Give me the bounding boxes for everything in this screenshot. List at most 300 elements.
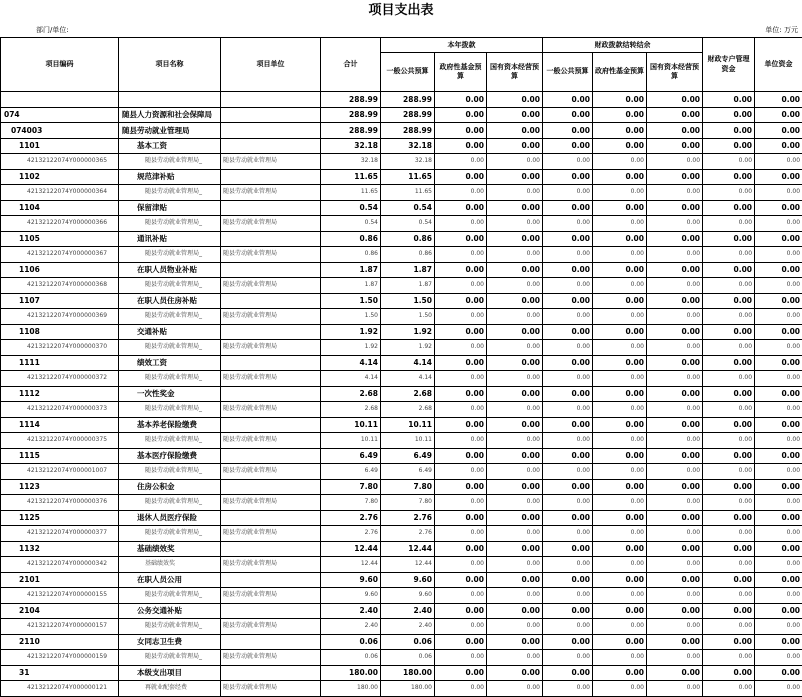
cell-amount: 0.00	[647, 231, 703, 247]
cell-amount: 0.00	[647, 603, 703, 619]
cell-amount: 4.14	[321, 355, 381, 371]
cell-amount: 0.00	[593, 123, 647, 139]
cell-amount: 0.00	[435, 650, 487, 666]
cell-amount: 0.00	[703, 340, 755, 356]
cell-amount: 9.60	[321, 588, 381, 604]
cell-amount: 0.00	[647, 634, 703, 650]
cell-amount: 0.00	[593, 417, 647, 433]
cell-amount: 0.00	[487, 200, 543, 216]
cell-amount: 0.86	[381, 247, 435, 263]
table-row	[1, 247, 802, 263]
cell-name: 随县劳动就业管理局_	[119, 309, 221, 325]
page-title: 项目支出表	[0, 0, 802, 22]
cell-name: 随县劳动就业管理局_	[119, 154, 221, 170]
header-current-year: 本年拨款	[381, 38, 543, 53]
cell-amount: 12.44	[381, 541, 435, 557]
cell-amount: 0.00	[703, 169, 755, 185]
cell-amount: 0.00	[703, 634, 755, 650]
cell-amount: 0.00	[647, 247, 703, 263]
cell-amount: 288.99	[381, 107, 435, 123]
cell-amount: 0.00	[755, 588, 802, 604]
cell-unit: 随县劳动就业管理局	[221, 681, 321, 697]
cell-code: 1132	[1, 541, 119, 557]
cell-unit: 随县劳动就业管理局	[221, 340, 321, 356]
cell-unit	[221, 572, 321, 588]
cell-name: 基本养老保险缴费	[119, 417, 221, 433]
cell-amount: 1.50	[321, 293, 381, 309]
cell-amount: 1.92	[381, 340, 435, 356]
cell-amount: 0.00	[755, 417, 802, 433]
table-row	[1, 278, 802, 294]
cell-name: 在职人员住房补贴	[119, 293, 221, 309]
cell-amount: 0.00	[703, 309, 755, 325]
cell-amount: 0.00	[487, 355, 543, 371]
table-row	[1, 371, 802, 387]
cell-amount: 0.00	[543, 231, 593, 247]
cell-unit	[221, 169, 321, 185]
cell-amount: 180.00	[381, 665, 435, 681]
cell-code: 1123	[1, 479, 119, 495]
cell-amount: 0.00	[755, 603, 802, 619]
cell-amount: 0.00	[593, 572, 647, 588]
cell-amount: 0.00	[543, 309, 593, 325]
table-row	[1, 417, 802, 433]
cell-amount: 0.00	[593, 371, 647, 387]
cell-unit	[221, 107, 321, 123]
cell-unit: 随县劳动就业管理局	[221, 495, 321, 511]
cell-amount: 1.92	[321, 324, 381, 340]
cell-amount: 0.00	[593, 262, 647, 278]
cell-amount: 0.00	[755, 448, 802, 464]
dept-label: 部门/单位:	[36, 24, 69, 36]
cell-unit	[221, 541, 321, 557]
cell-code	[1, 92, 119, 108]
cell-amount: 0.54	[381, 200, 435, 216]
cell-amount: 6.49	[381, 464, 435, 480]
cell-amount: 0.00	[435, 154, 487, 170]
cell-amount: 0.00	[435, 572, 487, 588]
cell-amount: 0.00	[543, 665, 593, 681]
cell-amount: 0.00	[755, 371, 802, 387]
cell-amount: 2.40	[321, 603, 381, 619]
cell-amount: 0.00	[755, 247, 802, 263]
cell-amount: 0.00	[487, 665, 543, 681]
cell-amount: 2.40	[381, 603, 435, 619]
cell-amount: 0.00	[593, 355, 647, 371]
cell-amount: 0.00	[593, 169, 647, 185]
cell-name	[119, 92, 221, 108]
cell-amount: 0.00	[755, 479, 802, 495]
header-general: 一般公共预算	[381, 53, 435, 92]
cell-amount: 0.06	[321, 634, 381, 650]
cell-code: 42132122074Y000000373	[1, 402, 119, 418]
cell-amount: 2.68	[381, 402, 435, 418]
cell-amount: 0.00	[543, 417, 593, 433]
cell-name: 随县劳动就业管理局_	[119, 650, 221, 666]
cell-amount: 0.00	[435, 665, 487, 681]
cell-amount: 0.00	[755, 495, 802, 511]
table-row	[1, 107, 802, 123]
cell-amount: 0.00	[435, 293, 487, 309]
cell-amount: 1.92	[321, 340, 381, 356]
cell-amount: 0.00	[647, 433, 703, 449]
cell-amount: 0.00	[703, 665, 755, 681]
cell-amount: 0.00	[593, 185, 647, 201]
table-row	[1, 433, 802, 449]
cell-amount: 1.87	[321, 278, 381, 294]
cell-amount: 0.00	[593, 665, 647, 681]
cell-amount: 0.00	[703, 588, 755, 604]
cell-name: 女同志卫生费	[119, 634, 221, 650]
cell-amount: 0.00	[703, 355, 755, 371]
cell-amount: 0.00	[435, 603, 487, 619]
cell-amount: 0.00	[647, 541, 703, 557]
cell-amount: 0.00	[647, 495, 703, 511]
cell-amount: 1.87	[381, 278, 435, 294]
cell-name: 住房公积金	[119, 479, 221, 495]
cell-amount: 0.00	[647, 619, 703, 635]
cell-amount: 2.76	[381, 526, 435, 542]
cell-code: 1111	[1, 355, 119, 371]
header-unit-fund: 单位资金	[755, 38, 802, 92]
cell-amount: 0.00	[703, 510, 755, 526]
table-row	[1, 386, 802, 402]
cell-code: 1112	[1, 386, 119, 402]
cell-amount: 0.00	[703, 324, 755, 340]
cell-unit: 随县劳动就业管理局	[221, 309, 321, 325]
table-row	[1, 231, 802, 247]
cell-amount: 0.00	[435, 278, 487, 294]
cell-amount: 0.00	[487, 107, 543, 123]
cell-amount: 0.00	[755, 185, 802, 201]
header-gov-fund: 政府性基金预算	[435, 53, 487, 92]
cell-name: 随县劳动就业管理局_	[119, 340, 221, 356]
cell-amount: 0.00	[543, 216, 593, 232]
cell-name: 随县劳动就业管理局_	[119, 185, 221, 201]
cell-amount: 0.00	[647, 309, 703, 325]
cell-amount: 0.00	[647, 216, 703, 232]
cell-amount: 0.00	[487, 510, 543, 526]
cell-amount: 0.00	[703, 216, 755, 232]
cell-unit: 随县劳动就业管理局	[221, 154, 321, 170]
cell-amount: 2.76	[321, 510, 381, 526]
cell-name: 退休人员医疗保险	[119, 510, 221, 526]
cell-amount: 0.00	[593, 247, 647, 263]
cell-name: 随县劳动就业管理局_	[119, 619, 221, 635]
cell-amount: 0.00	[703, 619, 755, 635]
cell-amount: 0.00	[593, 324, 647, 340]
cell-amount: 9.60	[321, 572, 381, 588]
cell-amount: 0.00	[487, 572, 543, 588]
cell-amount: 0.00	[487, 138, 543, 154]
cell-amount: 288.99	[321, 123, 381, 139]
cell-name: 保留津贴	[119, 200, 221, 216]
cell-amount: 12.44	[321, 557, 381, 573]
cell-amount: 288.99	[321, 107, 381, 123]
cell-amount: 0.00	[487, 619, 543, 635]
cell-amount: 0.00	[543, 340, 593, 356]
cell-name: 在职人员公用	[119, 572, 221, 588]
cell-code: 42132122074Y000000375	[1, 433, 119, 449]
cell-code: 1115	[1, 448, 119, 464]
cell-amount: 0.54	[381, 216, 435, 232]
cell-name: 基础绩效奖	[119, 541, 221, 557]
cell-amount: 0.00	[647, 479, 703, 495]
cell-amount: 0.00	[487, 309, 543, 325]
cell-amount: 0.00	[487, 231, 543, 247]
table-row	[1, 123, 802, 139]
cell-code: 1104	[1, 200, 119, 216]
table-row	[1, 510, 802, 526]
cell-amount: 0.00	[543, 371, 593, 387]
cell-amount: 7.80	[381, 495, 435, 511]
cell-unit: 随县劳动就业管理局	[221, 588, 321, 604]
header-gov-fund-carry: 政府性基金预算	[593, 53, 647, 92]
cell-unit: 随县劳动就业管理局	[221, 278, 321, 294]
cell-amount: 4.14	[321, 371, 381, 387]
cell-amount: 11.65	[321, 185, 381, 201]
cell-amount: 0.00	[593, 138, 647, 154]
cell-amount: 10.11	[321, 417, 381, 433]
cell-amount: 0.00	[487, 216, 543, 232]
cell-name: 本级支出项目	[119, 665, 221, 681]
cell-amount: 0.00	[435, 634, 487, 650]
cell-amount: 0.00	[755, 123, 802, 139]
cell-amount: 0.86	[381, 231, 435, 247]
table-row	[1, 572, 802, 588]
cell-amount: 0.00	[593, 479, 647, 495]
cell-amount: 288.99	[381, 123, 435, 139]
cell-name: 随县劳动就业管理局_	[119, 526, 221, 542]
cell-amount: 0.00	[593, 92, 647, 108]
cell-amount: 0.00	[647, 510, 703, 526]
cell-code: 1101	[1, 138, 119, 154]
cell-amount: 0.00	[647, 448, 703, 464]
cell-amount: 0.00	[543, 650, 593, 666]
cell-amount: 0.00	[435, 231, 487, 247]
cell-unit: 随县劳动就业管理局	[221, 402, 321, 418]
cell-amount: 0.06	[381, 634, 435, 650]
cell-amount: 0.00	[593, 634, 647, 650]
cell-amount: 0.00	[703, 417, 755, 433]
cell-amount: 0.00	[543, 510, 593, 526]
cell-code: 42132122074Y000000367	[1, 247, 119, 263]
cell-amount: 0.00	[435, 588, 487, 604]
cell-code: 42132122074Y000000369	[1, 309, 119, 325]
table-row	[1, 309, 802, 325]
cell-amount: 6.49	[381, 448, 435, 464]
cell-unit: 随县劳动就业管理局	[221, 526, 321, 542]
cell-amount: 32.18	[321, 154, 381, 170]
cell-amount: 0.00	[755, 138, 802, 154]
cell-amount: 0.00	[755, 650, 802, 666]
cell-amount: 11.65	[321, 169, 381, 185]
cell-unit	[221, 231, 321, 247]
cell-amount: 0.00	[435, 216, 487, 232]
cell-amount: 0.00	[487, 634, 543, 650]
cell-unit: 随县劳动就业管理局	[221, 557, 321, 573]
cell-amount: 180.00	[321, 681, 381, 697]
cell-amount: 0.00	[593, 557, 647, 573]
cell-name: 再就业配套经费	[119, 681, 221, 697]
cell-amount: 0.00	[703, 526, 755, 542]
cell-amount: 0.00	[543, 138, 593, 154]
cell-code: 42132122074Y000001007	[1, 464, 119, 480]
cell-code: 1105	[1, 231, 119, 247]
cell-amount: 0.00	[543, 681, 593, 697]
cell-name: 随县劳动就业管理局_	[119, 588, 221, 604]
cell-amount: 0.00	[543, 92, 593, 108]
table-row	[1, 262, 802, 278]
table-row	[1, 557, 802, 573]
cell-amount: 0.00	[703, 402, 755, 418]
cell-amount: 1.50	[381, 309, 435, 325]
cell-amount: 0.00	[647, 386, 703, 402]
cell-amount: 32.18	[381, 138, 435, 154]
cell-amount: 0.00	[435, 262, 487, 278]
table-row	[1, 634, 802, 650]
cell-amount: 0.00	[487, 371, 543, 387]
cell-name: 随县劳动就业管理局_	[119, 464, 221, 480]
cell-amount: 0.00	[593, 510, 647, 526]
cell-code: 074003	[1, 123, 119, 139]
cell-amount: 0.00	[755, 200, 802, 216]
cell-code: 42132122074Y000000365	[1, 154, 119, 170]
cell-name: 基本医疗保险缴费	[119, 448, 221, 464]
cell-amount: 0.00	[703, 464, 755, 480]
cell-code: 1107	[1, 293, 119, 309]
cell-unit: 随县劳动就业管理局	[221, 619, 321, 635]
cell-code: 42132122074Y000000159	[1, 650, 119, 666]
cell-amount: 0.00	[543, 526, 593, 542]
cell-amount: 0.00	[543, 185, 593, 201]
cell-amount: 2.76	[321, 526, 381, 542]
cell-amount: 0.00	[755, 169, 802, 185]
table-row	[1, 324, 802, 340]
cell-amount: 10.11	[381, 417, 435, 433]
cell-amount: 0.00	[543, 557, 593, 573]
cell-unit	[221, 355, 321, 371]
cell-name: 交通补贴	[119, 324, 221, 340]
cell-amount: 0.00	[435, 123, 487, 139]
cell-unit	[221, 665, 321, 681]
cell-amount: 0.00	[647, 123, 703, 139]
cell-unit	[221, 510, 321, 526]
cell-amount: 0.00	[703, 231, 755, 247]
cell-amount: 0.00	[755, 541, 802, 557]
cell-amount: 0.00	[435, 495, 487, 511]
cell-unit: 随县劳动就业管理局	[221, 216, 321, 232]
cell-amount: 0.54	[321, 216, 381, 232]
cell-amount: 0.00	[755, 154, 802, 170]
cell-amount: 0.00	[487, 433, 543, 449]
cell-amount: 0.00	[755, 665, 802, 681]
cell-amount: 0.00	[755, 433, 802, 449]
cell-unit: 随县劳动就业管理局	[221, 464, 321, 480]
cell-amount: 0.00	[647, 526, 703, 542]
table-row	[1, 588, 802, 604]
cell-amount: 0.00	[593, 293, 647, 309]
table-row	[1, 541, 802, 557]
cell-unit	[221, 634, 321, 650]
cell-unit	[221, 324, 321, 340]
cell-amount: 0.00	[543, 293, 593, 309]
cell-name: 在职人员物业补贴	[119, 262, 221, 278]
cell-amount: 0.00	[593, 603, 647, 619]
table-row	[1, 340, 802, 356]
cell-amount: 0.00	[543, 278, 593, 294]
table-row	[1, 138, 802, 154]
header-fiscal-carry: 财政拨款结转结余	[543, 38, 703, 53]
cell-code: 42132122074Y000000368	[1, 278, 119, 294]
cell-amount: 0.00	[593, 464, 647, 480]
cell-unit	[221, 386, 321, 402]
cell-amount: 0.00	[703, 681, 755, 697]
cell-amount: 0.00	[487, 278, 543, 294]
cell-amount: 12.44	[321, 541, 381, 557]
cell-name: 随县劳动就业管理局	[119, 123, 221, 139]
cell-amount: 0.00	[487, 603, 543, 619]
cell-unit	[221, 138, 321, 154]
cell-amount: 0.00	[647, 417, 703, 433]
cell-amount: 0.00	[703, 92, 755, 108]
cell-name: 一次性奖金	[119, 386, 221, 402]
table-row	[1, 665, 802, 681]
cell-amount: 0.00	[593, 526, 647, 542]
cell-amount: 1.87	[321, 262, 381, 278]
cell-amount: 11.65	[381, 169, 435, 185]
cell-amount: 180.00	[381, 681, 435, 697]
cell-amount: 0.00	[647, 588, 703, 604]
header-soe-carry: 国有资本经营预算	[647, 53, 703, 92]
cell-amount: 6.49	[321, 448, 381, 464]
table-row	[1, 402, 802, 418]
cell-amount: 0.54	[321, 200, 381, 216]
cell-amount: 0.00	[487, 324, 543, 340]
cell-amount: 0.00	[487, 588, 543, 604]
cell-amount: 2.40	[321, 619, 381, 635]
cell-amount: 0.00	[593, 231, 647, 247]
cell-amount: 0.00	[755, 557, 802, 573]
cell-unit: 随县劳动就业管理局	[221, 247, 321, 263]
cell-amount: 0.00	[593, 619, 647, 635]
cell-amount: 0.00	[487, 464, 543, 480]
cell-amount: 0.00	[487, 386, 543, 402]
cell-amount: 0.00	[487, 650, 543, 666]
cell-amount: 11.65	[381, 185, 435, 201]
table-row	[1, 355, 802, 371]
cell-amount: 0.00	[703, 262, 755, 278]
header-total: 合计	[321, 38, 381, 92]
cell-amount: 0.00	[593, 200, 647, 216]
cell-unit	[221, 417, 321, 433]
cell-code: 074	[1, 107, 119, 123]
cell-amount: 0.00	[435, 681, 487, 697]
cell-amount: 0.00	[435, 433, 487, 449]
cell-code: 42132122074Y000000366	[1, 216, 119, 232]
cell-amount: 0.00	[755, 107, 802, 123]
cell-amount: 0.00	[435, 557, 487, 573]
cell-unit	[221, 448, 321, 464]
cell-amount: 0.00	[647, 355, 703, 371]
cell-code: 1114	[1, 417, 119, 433]
cell-amount: 0.00	[647, 154, 703, 170]
cell-amount: 0.00	[543, 154, 593, 170]
cell-amount: 0.00	[593, 216, 647, 232]
cell-amount: 0.00	[435, 464, 487, 480]
unit-label: 单位: 万元	[765, 24, 798, 36]
cell-amount: 0.00	[435, 479, 487, 495]
